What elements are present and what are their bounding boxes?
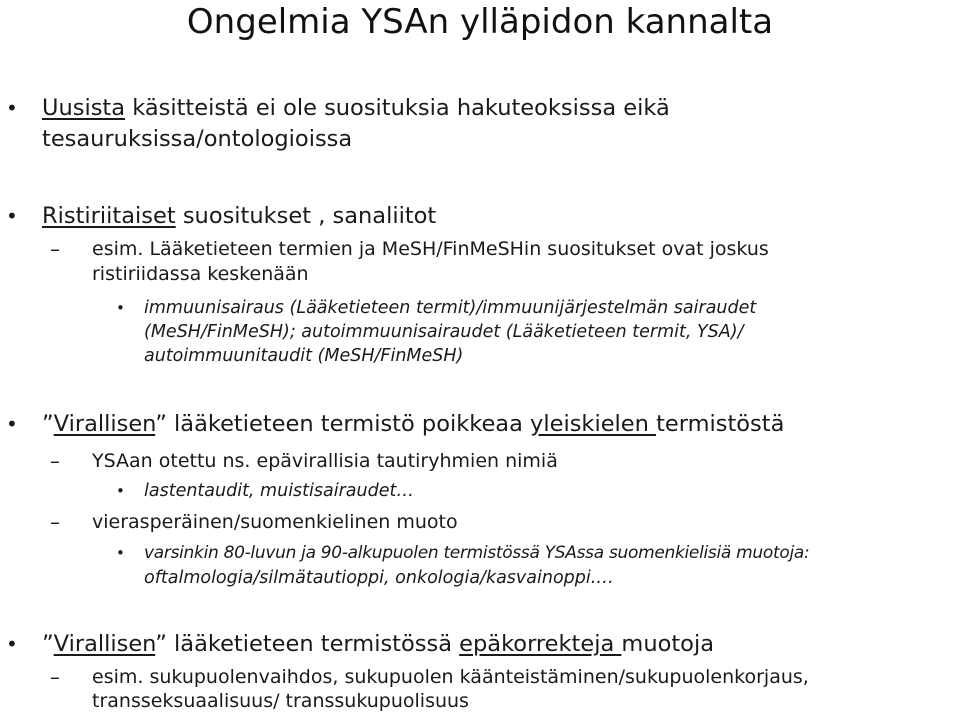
bullet-3-sub-2-text: lastentaudit, muistisairaudet… xyxy=(144,481,414,501)
bullet-3-sub-1-dash: – xyxy=(50,449,60,473)
bullet-4-mid: ” lääketieteen termistössä xyxy=(155,631,460,657)
bullet-4-sub-1-line-1: esim. sukupuolenvaihdos, sukupuolen käänteistäminen/sukupuolenkorjaus, xyxy=(92,666,809,688)
bullet-2-rest: suositukset , sanaliitot xyxy=(175,203,437,229)
bullet-2-sub-2-line-2: (MeSH/FinMeSH); autoimmuunisairaudet (Lääketieteen termit, YSA)/ xyxy=(144,322,744,342)
bullet-4-sub-1-line-2: transseksuaalisuus/ transsukupuolisuus xyxy=(92,690,469,712)
bullet-3-underlined-1: Virallisen xyxy=(53,411,156,437)
bullet-1-line-2: tesauruksissa/ontologioissa xyxy=(42,126,353,152)
bullet-2-sub-2-marker: • xyxy=(116,299,125,317)
bullet-3-sub-4-line-1: varsinkin 80-luvun ja 90-alkupuolen termistössä YSAssa suomenkielisiä muotoja: xyxy=(144,543,810,563)
bullet-4-marker: • xyxy=(6,632,18,656)
bullet-3-post: termistöstä xyxy=(656,411,785,437)
bullet-2-sub-2-line-1: immuunisairaus (Lääketieteen termit)/immuunijärjestelmän sairaudet xyxy=(144,298,757,318)
bullet-4-underlined-1: Virallisen xyxy=(53,631,156,657)
bullet-4-line-1 xyxy=(42,630,714,658)
bullet-3-mid: ” lääketieteen termistö poikkeaa xyxy=(155,411,531,437)
bullet-1-line-1 xyxy=(42,94,670,122)
bullet-3-line-1 xyxy=(42,410,784,438)
bullet-1-rest: käsitteistä ei ole suosituksia hakuteoksissa eikä xyxy=(125,95,670,121)
bullet-1-underlined: Uusista xyxy=(42,95,126,121)
bullet-2-sub-2-line-3: autoimmuunitaudit (MeSH/FinMeSH) xyxy=(144,346,464,366)
bullet-4-post: muotoja xyxy=(621,631,714,657)
bullet-3-sub-3-text: vierasperäinen/suomenkielinen muoto xyxy=(92,511,458,533)
bullet-3-sub-3-dash: – xyxy=(50,510,60,534)
bullet-2-sub-1-dash: – xyxy=(50,237,60,261)
bullet-2-underlined: Ristiriitaiset xyxy=(42,203,176,229)
bullet-2-sub-1-line-1: esim. Lääketieteen termien ja MeSH/FinMeSHin suositukset ovat joskus xyxy=(92,238,769,260)
bullet-3-sub-4-line-2: oftalmologia/silmätautioppi, onkologia/kasvainoppi.… xyxy=(144,568,614,588)
bullet-4-sub-1-dash: – xyxy=(50,665,60,689)
bullet-2-marker: • xyxy=(6,204,18,228)
slide-title: Ongelmia YSAn ylläpidon kannalta xyxy=(186,2,774,42)
bullet-3-sub-2-marker: • xyxy=(116,482,125,500)
bullet-4-underlined-2: epäkorrekteja xyxy=(459,631,622,657)
bullet-1-marker: • xyxy=(6,96,18,120)
bullet-3-sub-1-text: YSAan otettu ns. epävirallisia tautiryhmien nimiä xyxy=(92,450,558,472)
bullet-2-line-1 xyxy=(42,202,436,230)
bullet-3-sub-4-marker: • xyxy=(116,544,125,562)
bullet-2-sub-1-line-2: ristiriidassa keskenään xyxy=(92,263,309,285)
bullet-4-quote-open: ” xyxy=(42,631,54,657)
bullet-3-underlined-2: yleiskielen xyxy=(530,411,657,437)
bullet-3-marker: • xyxy=(6,412,18,436)
bullet-3-quote-open: ” xyxy=(42,411,54,437)
